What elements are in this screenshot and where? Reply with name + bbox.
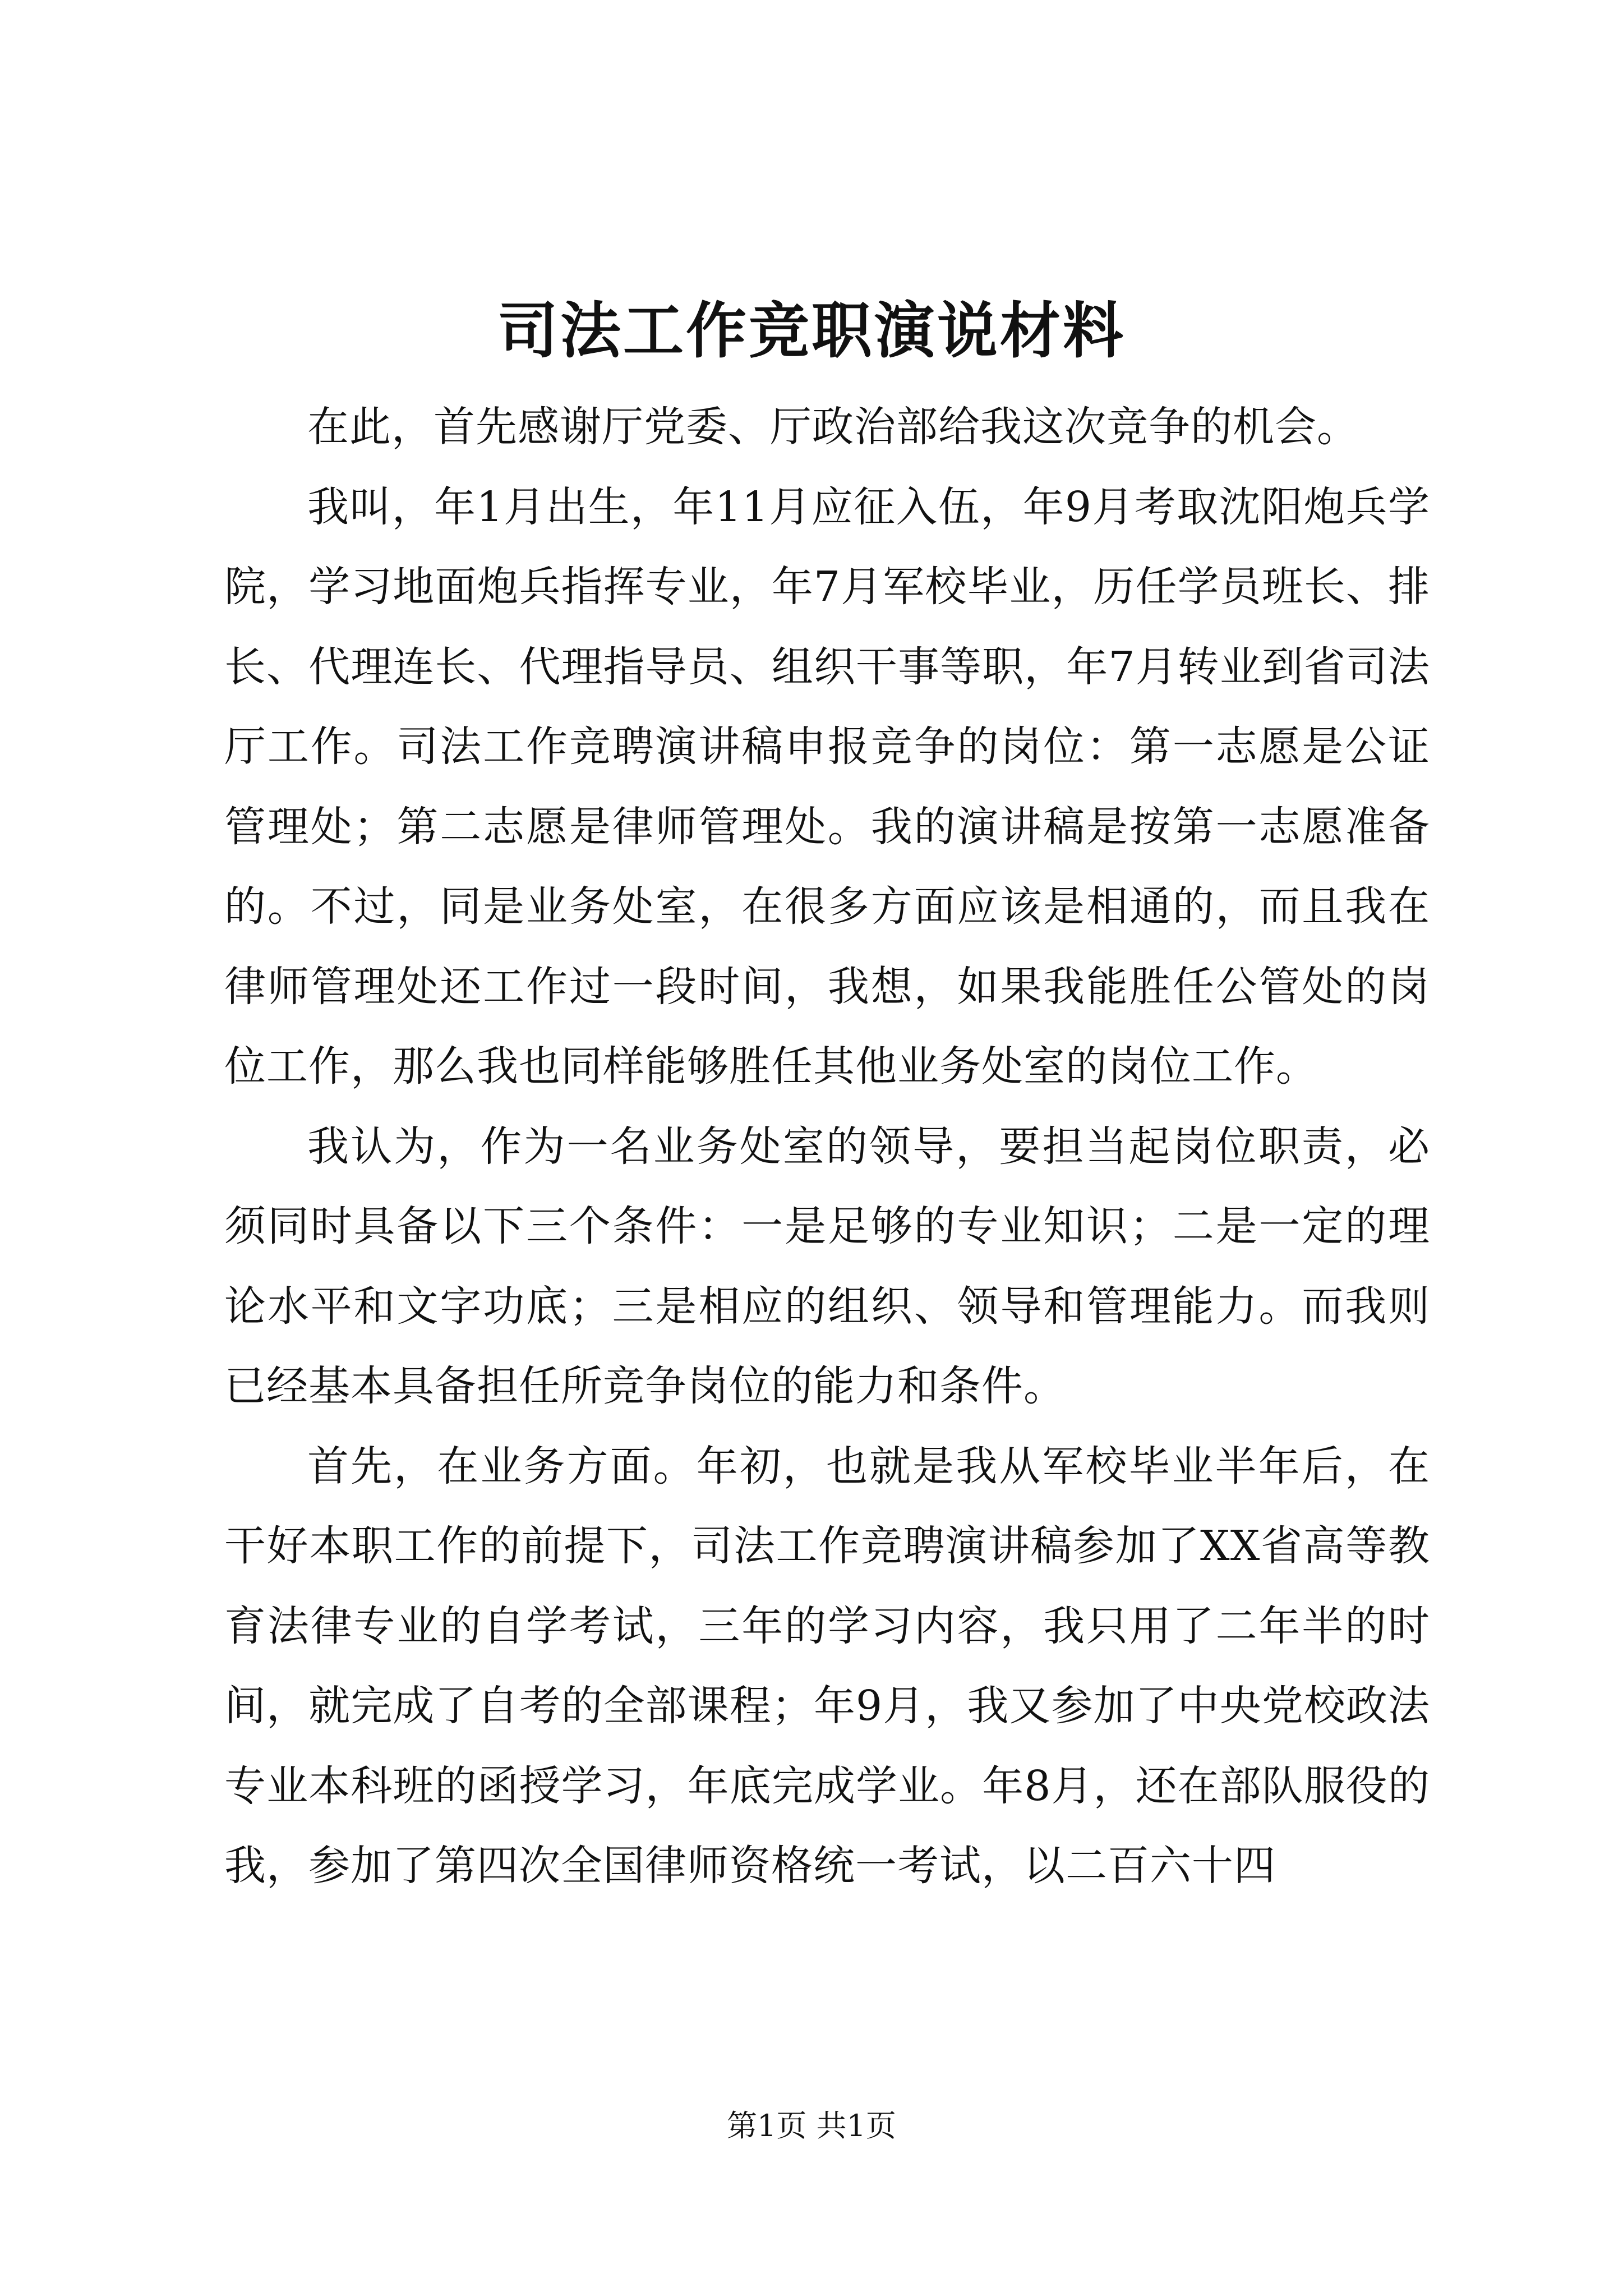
page-footer: 第1页 共1页	[727, 2108, 896, 2143]
paragraph-3: 我认为，作为一名业务处室的领导，要担当起岗位职责，必须同时具备以下三个条件：一是足够的专业知识；二是一定的理论水平和文字功底；三是相应的组织、领导和管理能力。而我则已经基本具备担任所竞争岗位的能力和条件。	[224, 1122, 1430, 1410]
paragraph-1: 在此，首先感谢厅党委、厅政治部给我这次竞争的机会。	[307, 403, 1359, 451]
paragraph-4: 首先，在业务方面。年初，也就是我从军校毕业半年后，在干好本职工作的前提下，司法工作竞聘演讲稿参加了XX省高等教育法律专业的自学考试，三年的学习内容，我只用了二年半的时间，就完成了自考的全部课程；年9月，我又参加了中央党校政法专业本科班的函授学习，年底完成学业。年8月，还在部队服役的我，参加了第四次全国律师资格统一考试，以二百六十四	[224, 1442, 1430, 1890]
paragraph-2: 我叫，年1月出生，年11月应征入伍，年9月考取沈阳炮兵学院，学习地面炮兵指挥专业，年7月军校毕业，历任学员班长、排长、代理连长、代理指导员、组织干事等职，年7月转业到省司法厅工作。司法工作竞聘演讲稿申报竞争的岗位：第一志愿是公证管理处；第二志愿是律师管理处。我的演讲稿是按第一志愿准备的。不过，同是业务处室，在很多方面应该是相通的，而且我在律师管理处还工作过一段时间，我想，如果我能胜任公管处的岗位工作，那么我也同样能够胜任其他业务处室的岗位工作。	[224, 482, 1430, 1091]
document-body	[224, 387, 1430, 1906]
document-title: 司法工作竞职演说材料	[497, 296, 1126, 366]
